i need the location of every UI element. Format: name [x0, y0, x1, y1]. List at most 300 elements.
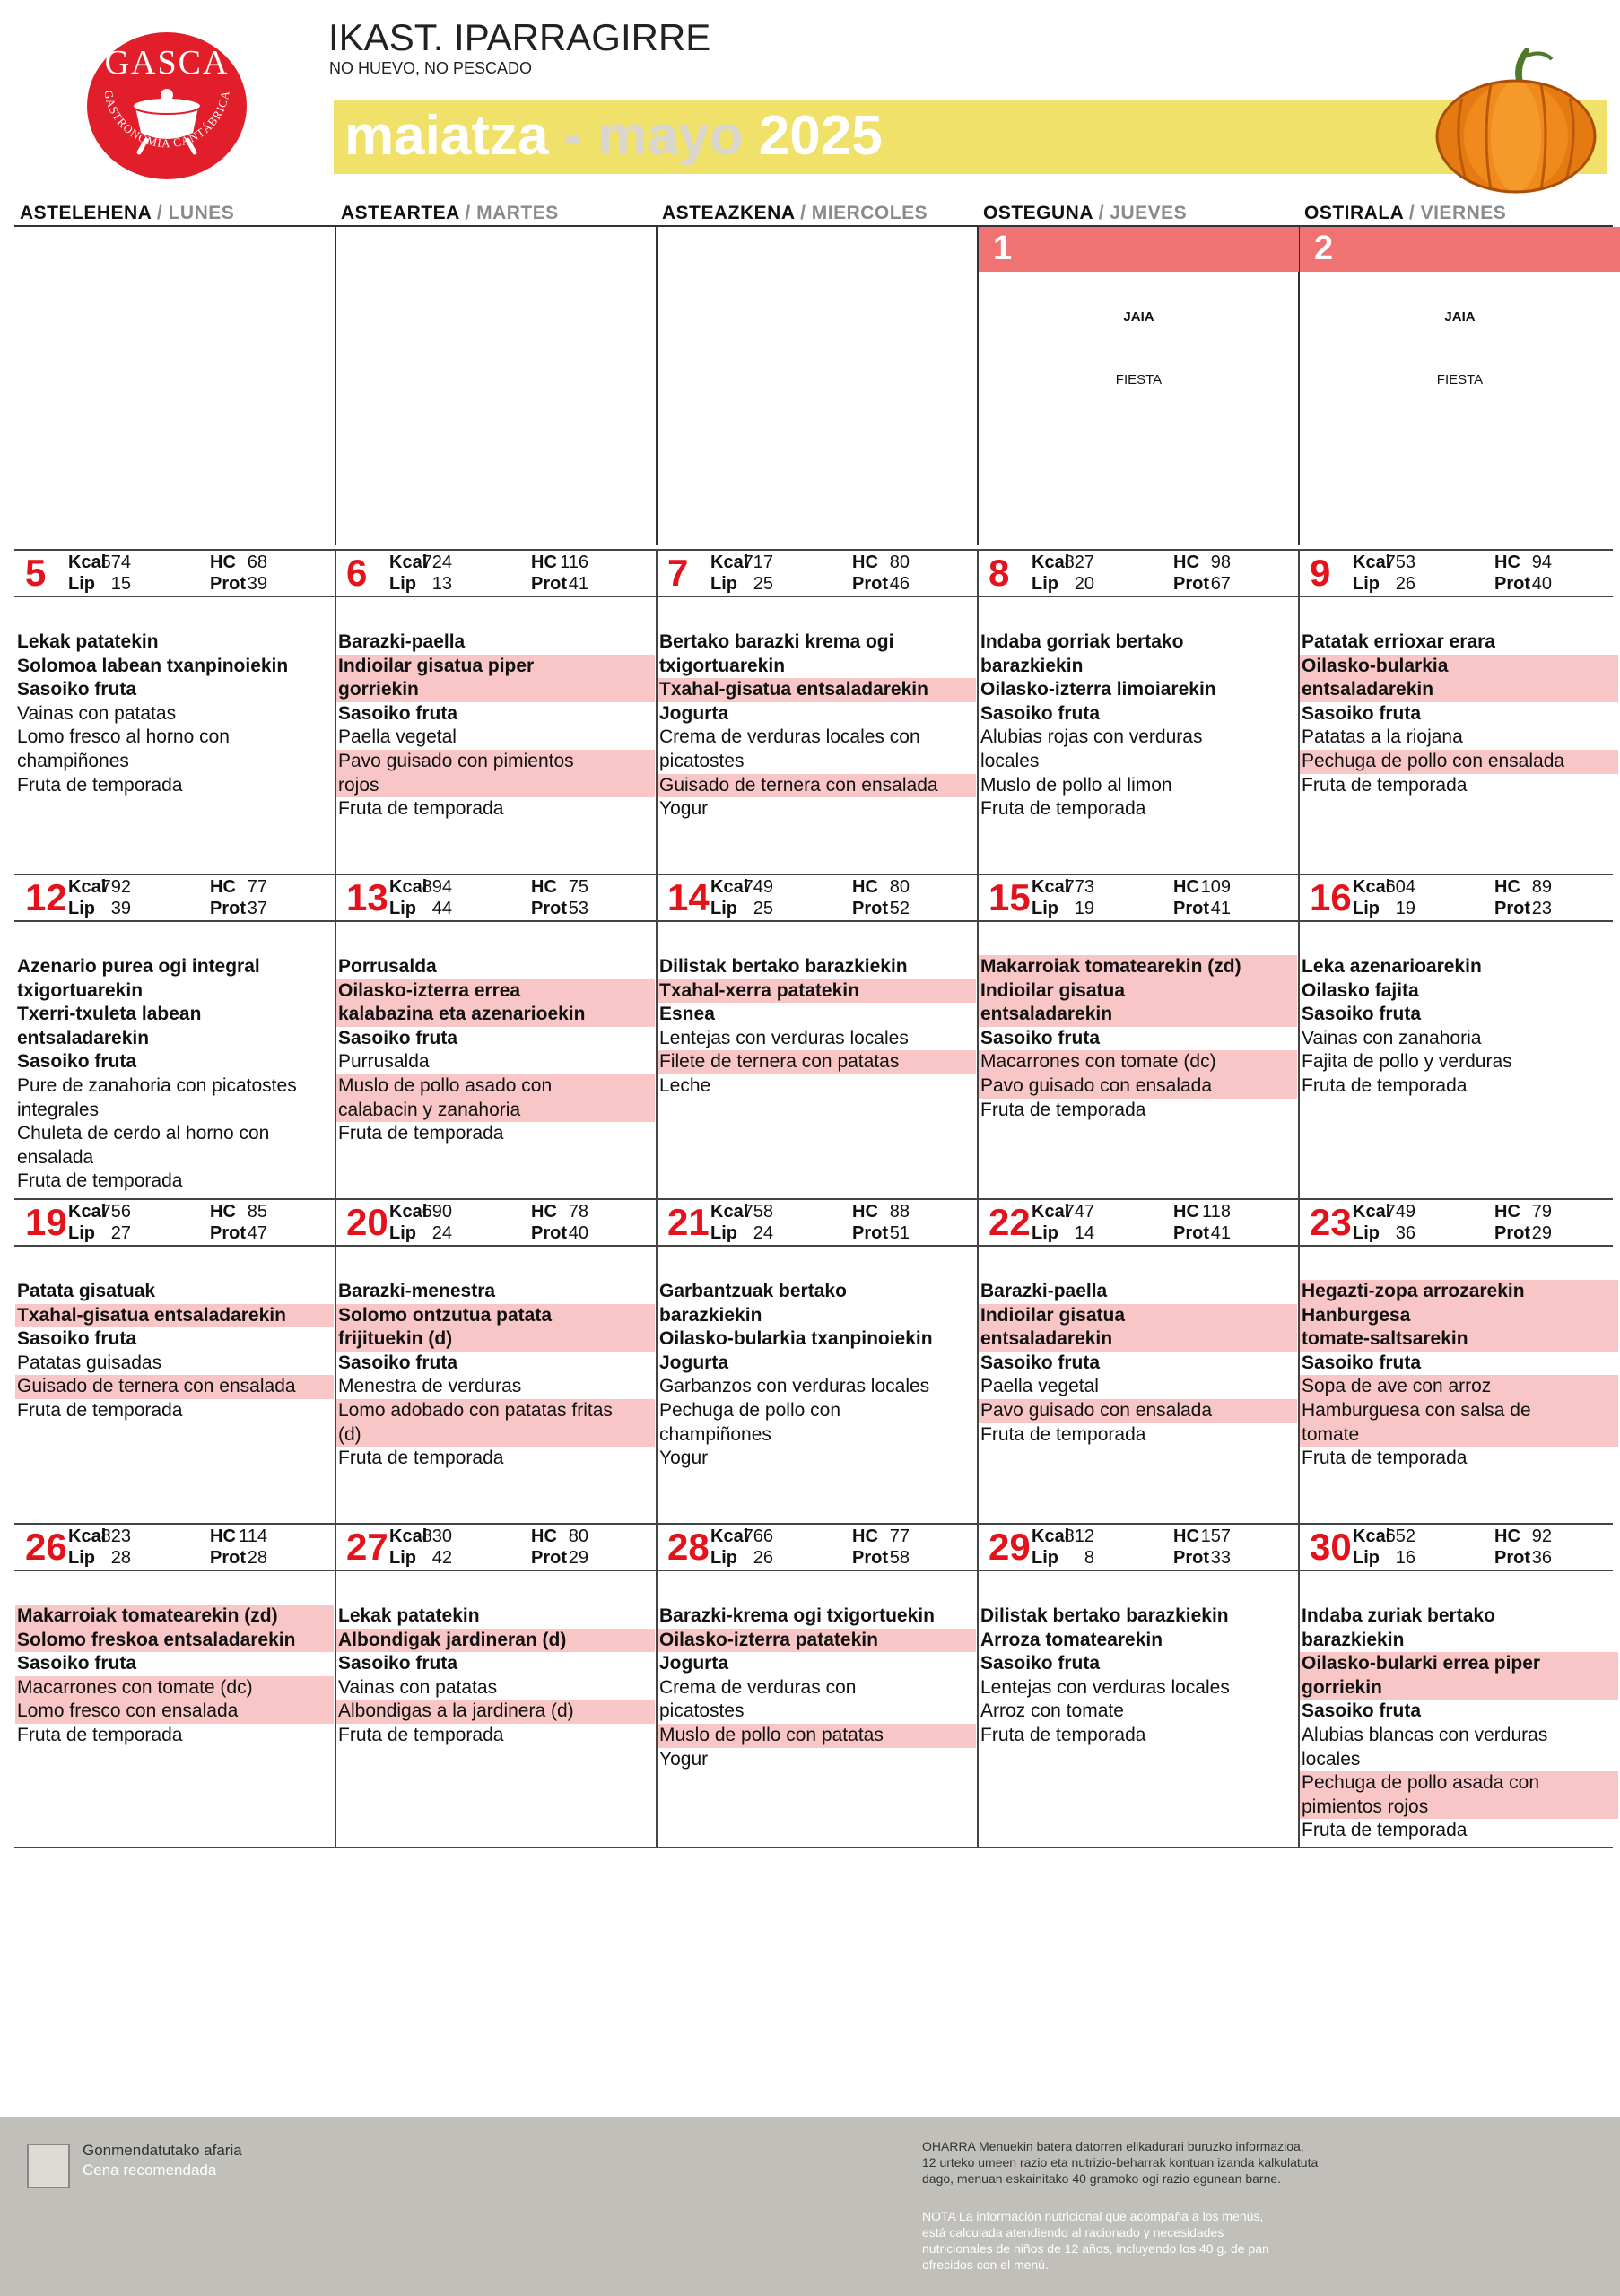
menu-item: picatostes — [659, 1700, 745, 1722]
recommended-dinner-item: Guisado de ternera con ensalada — [658, 774, 976, 798]
menu-item: Yogur — [659, 1448, 709, 1469]
prot-label: Prot — [1173, 574, 1209, 594]
day-number: 19 — [25, 1201, 67, 1243]
menu-item: Jogurta — [659, 1352, 729, 1373]
kcal-value: 717 — [743, 552, 773, 572]
prot-label: Prot — [1494, 574, 1530, 594]
menu-item: Dilistak bertako barazkiekin — [659, 956, 908, 977]
menu-item: barazkiekin — [659, 1304, 762, 1326]
kcal-label: Kcal — [68, 1202, 107, 1222]
kcal-value: 753 — [1385, 552, 1415, 572]
day-name-separator: / — [465, 203, 471, 223]
menu-item: Fruta de temporada — [1302, 1074, 1468, 1096]
prot-label: Prot — [1173, 1548, 1209, 1568]
lip-label: Lip — [389, 899, 416, 918]
prot-value: 36 — [1531, 1548, 1552, 1568]
lip-label: Lip — [710, 1548, 737, 1568]
menu-cell-12 — [15, 955, 334, 1194]
day-number: 13 — [346, 876, 388, 918]
hc-label: HC — [852, 1202, 878, 1222]
prot-label: Prot — [852, 574, 888, 594]
menu-item: Barazki-menestra — [338, 1281, 496, 1301]
month-separator: - — [563, 105, 583, 167]
hc-label: HC — [1494, 877, 1520, 897]
kcal-label: Kcal — [389, 877, 428, 897]
menu-item: Bertako barazki krema ogi — [659, 631, 894, 652]
prot-label: Prot — [210, 1548, 246, 1568]
prot-label: Prot — [531, 1223, 567, 1243]
menu-item: Chuleta de cerdo al horno con — [17, 1123, 270, 1144]
kcal-value: 574 — [100, 552, 131, 572]
kcal-value: 758 — [743, 1202, 773, 1222]
hc-value: 80 — [889, 552, 910, 572]
legend-label-basque: Gonmendatutako afaria — [83, 2142, 242, 2159]
menu-item: Patatas guisadas — [17, 1352, 162, 1373]
kcal-value: 652 — [1385, 1526, 1415, 1546]
hc-value: 89 — [1531, 877, 1552, 897]
kcal-label: Kcal — [1353, 1526, 1391, 1546]
menu-cell-27 — [336, 1605, 655, 1748]
month-year: 2025 — [758, 105, 883, 167]
nutrition-bar — [335, 874, 657, 921]
month-title — [344, 104, 883, 169]
hc-label: HC — [210, 1526, 236, 1546]
recommended-dinner-item: Txahal-xerra patatekin — [658, 979, 976, 1004]
kcal-value: 724 — [422, 552, 452, 572]
hc-label: HC — [852, 1526, 878, 1546]
prot-value: 52 — [889, 899, 910, 918]
recommended-dinner-item: calabacin y zanahoria — [336, 1099, 655, 1123]
kcal-label: Kcal — [68, 552, 107, 572]
recommended-dinner-item: Muslo de pollo asado con — [336, 1074, 655, 1099]
menu-cell-29 — [979, 1605, 1297, 1748]
day-number: 29 — [989, 1526, 1031, 1568]
menu-item: Garbanzos con verduras locales — [659, 1376, 930, 1397]
day-name-spanish: MIERCOLES — [811, 203, 928, 223]
hc-label: HC — [1173, 1202, 1199, 1222]
recommended-dinner-item: frijituekin (d) — [336, 1327, 655, 1352]
kcal-value: 827 — [1064, 552, 1094, 572]
menu-item: Arroz con tomate — [980, 1700, 1124, 1722]
lip-value: 36 — [1395, 1223, 1415, 1243]
hc-label: HC — [852, 552, 878, 572]
kcal-value: 766 — [743, 1526, 773, 1546]
recommended-dinner-item: Indioilar gisatua piper — [336, 655, 655, 679]
prot-value: 33 — [1210, 1548, 1231, 1568]
prot-label: Prot — [1173, 899, 1209, 918]
nutrition-bar — [657, 874, 978, 921]
recommended-dinner-item: gorriekin — [336, 678, 655, 702]
prot-value: 51 — [889, 1223, 910, 1243]
bottom-rule — [14, 1847, 1613, 1848]
kcal-value: 830 — [422, 1526, 452, 1546]
hc-label: HC — [210, 1202, 236, 1222]
menu-item: Fajita de pollo y verduras — [1302, 1051, 1512, 1073]
hc-value: 109 — [1200, 877, 1231, 897]
lip-value: 26 — [753, 1548, 773, 1568]
recommended-dinner-item: Solomo ontzutua patata — [336, 1304, 655, 1328]
menu-cell-23 — [1300, 1280, 1618, 1471]
lip-value: 24 — [753, 1223, 773, 1243]
menu-item: Fruta de temporada — [338, 1123, 504, 1144]
menu-item: Sasoiko fruta — [980, 1352, 1101, 1373]
prot-value: 40 — [1531, 574, 1552, 594]
lip-value: 15 — [110, 574, 131, 594]
recommended-dinner-item: Pavo guisado con ensalada — [979, 1074, 1297, 1099]
menu-cell-19 — [15, 1280, 334, 1423]
menu-item: Fruta de temporada — [1302, 1820, 1468, 1841]
day-name-basque: ASTEAZKENA — [662, 203, 795, 223]
lip-value: 42 — [431, 1548, 452, 1568]
nutrition-bar — [335, 550, 657, 596]
kcal-label: Kcal — [1032, 877, 1070, 897]
kcal-label: Kcal — [389, 1202, 428, 1222]
recommended-dinner-item: Macarrones con tomate (dc) — [15, 1676, 334, 1700]
menu-item: Garbantzuak bertako — [659, 1281, 847, 1301]
hc-value: 80 — [889, 877, 910, 897]
recommended-dinner-item: Albondigak jardineran (d) — [336, 1629, 655, 1653]
menu-item: barazkiekin — [980, 655, 1084, 676]
kcal-label: Kcal — [1353, 552, 1391, 572]
prot-label: Prot — [1494, 1223, 1530, 1243]
lip-label: Lip — [710, 899, 737, 918]
hc-value: 68 — [247, 552, 267, 572]
kcal-value: 604 — [1385, 877, 1415, 897]
recommended-dinner-item: kalabazina eta azenarioekin — [336, 1003, 655, 1027]
menu-item: Muslo de pollo al limon — [980, 774, 1172, 796]
kcal-value: 773 — [1064, 877, 1094, 897]
kcal-value: 690 — [422, 1202, 452, 1222]
menu-item: Sasoiko fruta — [1302, 1004, 1422, 1025]
menu-item: Sasoiko fruta — [17, 1328, 137, 1350]
menu-item: Oilasko-izterra limoiarekin — [980, 679, 1216, 700]
prot-label: Prot — [852, 899, 888, 918]
kcal-value: 792 — [100, 877, 131, 897]
lip-label: Lip — [1353, 899, 1380, 918]
recommended-dinner-item: Pavo guisado con ensalada — [979, 1399, 1297, 1423]
day-name-spanish: LUNES — [168, 203, 235, 223]
nutrition-bar — [1299, 874, 1620, 921]
prot-label: Prot — [531, 899, 567, 918]
hc-label: HC — [531, 1202, 557, 1222]
kcal-label: Kcal — [389, 1526, 428, 1546]
recommended-dinner-item: entsaladarekin — [979, 1003, 1297, 1027]
recommended-dinner-item: Oilasko-bularki errea piper — [1300, 1652, 1618, 1676]
lip-value: 24 — [431, 1223, 452, 1243]
prot-label: Prot — [210, 1223, 246, 1243]
lip-label: Lip — [68, 899, 95, 918]
menu-item: Leche — [659, 1074, 711, 1096]
prot-value: 37 — [247, 899, 267, 918]
menu-item: Barazki-krema ogi txigortuekin — [659, 1605, 935, 1626]
lip-label: Lip — [1032, 1223, 1058, 1243]
prot-label: Prot — [1494, 899, 1530, 918]
hc-label: HC — [1494, 1202, 1520, 1222]
kcal-value: 823 — [100, 1526, 131, 1546]
day-name-basque: ASTEARTEA — [341, 203, 460, 223]
menu-cell-14 — [658, 955, 976, 1099]
lip-label: Lip — [68, 574, 95, 594]
lip-label: Lip — [1353, 1548, 1380, 1568]
hc-value: 77 — [247, 877, 267, 897]
logo-text: GASCA — [104, 44, 230, 82]
recommended-dinner-item: (d) — [336, 1423, 655, 1448]
menu-cell-22 — [979, 1280, 1297, 1447]
day-number: 20 — [346, 1201, 388, 1243]
nutrition-bar — [14, 550, 335, 596]
lip-value: 19 — [1074, 899, 1094, 918]
kcal-label: Kcal — [1032, 552, 1070, 572]
day-name-lunes — [20, 203, 234, 224]
recommended-dinner-item: Pechuga de pollo asada con — [1300, 1771, 1618, 1796]
menu-item: Fruta de temporada — [17, 1399, 183, 1421]
lip-label: Lip — [710, 1223, 737, 1243]
day-cell-2 — [1300, 227, 1620, 544]
footer — [0, 2117, 1620, 2296]
day-number: 1 — [993, 230, 1013, 267]
menu-item: Sasoiko fruta — [1302, 1700, 1422, 1722]
nutrition-bar — [657, 1524, 978, 1570]
kcal-label: Kcal — [710, 1202, 749, 1222]
lip-value: 44 — [431, 899, 452, 918]
recommended-dinner-item: Solomo freskoa entsaladarekin — [15, 1629, 334, 1653]
menu-cell-7 — [658, 631, 976, 822]
prot-value: 40 — [568, 1223, 588, 1243]
lip-value: 28 — [110, 1548, 131, 1568]
lip-label: Lip — [389, 1548, 416, 1568]
recommended-dinner-item: Hegazti-zopa arrozarekin — [1300, 1280, 1618, 1304]
menu-item: locales — [980, 750, 1040, 771]
menu-item: Yogur — [659, 798, 709, 820]
menu-item: picatostes — [659, 750, 745, 771]
recommended-dinner-item: Oilasko-izterra errea — [336, 979, 655, 1004]
prot-label: Prot — [210, 899, 246, 918]
menu-item: Azenario purea ogi integral — [17, 956, 260, 977]
prot-label: Prot — [531, 1548, 567, 1568]
menu-item: Lentejas con verduras locales — [980, 1676, 1230, 1698]
kcal-value: 756 — [100, 1202, 131, 1222]
prot-label: Prot — [852, 1548, 888, 1568]
day-header — [979, 227, 1299, 272]
menu-cell-30 — [1300, 1605, 1618, 1843]
day-number: 14 — [667, 876, 710, 918]
kcal-label: Kcal — [1032, 1526, 1070, 1546]
column-divider — [335, 227, 336, 545]
recommended-dinner-item: Lomo adobado con patatas fritas — [336, 1399, 655, 1423]
prot-value: 28 — [247, 1548, 267, 1568]
kcal-label: Kcal — [710, 877, 749, 897]
menu-item: ensalada — [17, 1146, 94, 1168]
menu-item: Sasoiko fruta — [338, 1027, 458, 1048]
menu-cell-28 — [658, 1605, 976, 1771]
gasca-logo — [87, 32, 247, 179]
day-header — [1300, 227, 1620, 272]
day-name-viernes — [1304, 203, 1506, 224]
menu-item: champiñones — [659, 1423, 771, 1445]
lip-label: Lip — [1032, 899, 1058, 918]
recommended-dinner-item: Pechuga de pollo con ensalada — [1300, 750, 1618, 774]
menu-item: Fruta de temporada — [338, 1448, 504, 1469]
day-number: 21 — [667, 1201, 710, 1243]
prot-value: 41 — [568, 574, 588, 594]
prot-value: 67 — [1210, 574, 1231, 594]
kcal-label: Kcal — [1032, 1202, 1070, 1222]
logo-pot-icon — [87, 32, 247, 179]
recommended-dinner-item: Albondigas a la jardinera (d) — [336, 1700, 655, 1724]
hc-value: 85 — [247, 1202, 267, 1222]
month-spanish: mayo — [597, 105, 744, 167]
menu-item: Patata gisatuak — [17, 1281, 156, 1301]
menu-item: Fruta de temporada — [1302, 1448, 1468, 1469]
menu-item: Fruta de temporada — [980, 798, 1146, 820]
day-number: 9 — [1310, 552, 1331, 594]
lip-label: Lip — [1032, 1548, 1058, 1568]
lip-value: 39 — [110, 899, 131, 918]
menu-item: Patatak errioxar erara — [1302, 631, 1495, 652]
hc-label: HC — [852, 877, 878, 897]
menu-item: Alubias blancas con verduras — [1302, 1724, 1548, 1745]
day-number: 22 — [989, 1201, 1031, 1243]
day-name-basque: OSTEGUNA — [983, 203, 1093, 223]
kcal-value: 812 — [1064, 1526, 1094, 1546]
day-name-jueves — [983, 203, 1187, 224]
lip-value: 13 — [431, 574, 452, 594]
menu-cell-8 — [979, 631, 1297, 822]
menu-item: Crema de verduras con — [659, 1676, 857, 1698]
menu-cell-26 — [15, 1605, 334, 1748]
recommended-dinner-item: Pavo guisado con pimientos — [336, 750, 655, 774]
recommended-dinner-item: Oilasko-bularkia — [1300, 655, 1618, 679]
holiday-basque: JAIA — [1123, 309, 1154, 325]
day-name-basque: OSTIRALA — [1304, 203, 1404, 223]
menu-item: Fruta de temporada — [17, 1170, 183, 1192]
hc-value: 114 — [239, 1526, 267, 1546]
recommended-dinner-item: Hamburguesa con salsa de — [1300, 1399, 1618, 1423]
day-name-separator: / — [800, 203, 806, 223]
hc-value: 116 — [560, 552, 588, 572]
prot-value: 53 — [568, 899, 588, 918]
recommended-dinner-item: Guisado de ternera con ensalada — [15, 1375, 334, 1399]
recommended-dinner-item: Lomo fresco con ensalada — [15, 1700, 334, 1724]
hc-label: HC — [1494, 1526, 1520, 1546]
kcal-value: 894 — [422, 877, 452, 897]
day-number: 8 — [989, 552, 1010, 594]
menu-item: Fruta de temporada — [980, 1423, 1146, 1445]
menu-item: Jogurta — [659, 1653, 729, 1674]
hc-value: 80 — [568, 1526, 588, 1546]
menu-item: Barazki-paella — [338, 631, 466, 652]
menu-item: Fruta de temporada — [17, 774, 183, 796]
menu-item: Purrusalda — [338, 1051, 430, 1073]
recommended-dinner-item: Macarrones con tomate (dc) — [979, 1050, 1297, 1074]
lip-value: 19 — [1395, 899, 1415, 918]
menu-item: entsaladarekin — [17, 1027, 150, 1048]
menu-item: Sasoiko fruta — [17, 1653, 137, 1674]
recommended-dinner-item: tomate-saltsarekin — [1300, 1327, 1618, 1352]
legend-label-spanish: Cena recomendada — [83, 2161, 217, 2179]
menu-item: Oilasko fajita — [1302, 979, 1419, 1001]
hc-value: 92 — [1531, 1526, 1552, 1546]
menu-item: Sasoiko fruta — [1302, 1352, 1422, 1373]
day-name-spanish: VIERNES — [1420, 203, 1507, 223]
lip-label: Lip — [389, 1223, 416, 1243]
day-number: 16 — [1310, 876, 1352, 918]
menu-item: Fruta de temporada — [980, 1724, 1146, 1745]
recommended-dinner-item: gorriekin — [1300, 1676, 1618, 1700]
day-cell-1 — [979, 227, 1299, 544]
diet-note: NO HUEVO, NO PESCADO — [329, 59, 533, 77]
recommended-dinner-item: Hanburgesa — [1300, 1304, 1618, 1328]
day-name-separator: / — [1408, 203, 1415, 223]
prot-value: 46 — [889, 574, 910, 594]
menu-item: Paella vegetal — [980, 1376, 1099, 1397]
menu-item: Esnea — [659, 1004, 715, 1025]
recommended-dinner-item: pimientos rojos — [1300, 1796, 1618, 1820]
menu-item: Oilasko-bularkia txanpinoiekin — [659, 1328, 933, 1350]
hc-label: HC — [1173, 877, 1199, 897]
menu-item: Fruta de temporada — [1302, 774, 1468, 796]
menu-item: Lekak patatekin — [338, 1605, 480, 1626]
hc-value: 77 — [889, 1526, 910, 1546]
recommended-dinner-item: Indioilar gisatua — [979, 979, 1297, 1004]
pumpkin-icon — [1426, 45, 1606, 197]
lip-value: 25 — [753, 899, 773, 918]
column-divider — [656, 227, 658, 545]
menu-item: Porrusalda — [338, 956, 437, 977]
day-number: 26 — [25, 1526, 67, 1568]
hc-label: HC — [531, 877, 557, 897]
recommended-dinner-item: Makarroiak tomatearekin (zd) — [15, 1605, 334, 1629]
recommended-dinner-item: entsaladarekin — [979, 1327, 1297, 1352]
menu-item: Sasoiko fruta — [17, 679, 137, 700]
day-number: 6 — [346, 552, 368, 594]
menu-item: Vainas con patatas — [17, 702, 177, 724]
prot-label: Prot — [531, 574, 567, 594]
nutrition-bar — [978, 550, 1299, 596]
lip-label: Lip — [710, 574, 737, 594]
logo-arc-text: GASTRONOMÍA CANTÁBRICA — [101, 89, 232, 151]
prot-label: Prot — [1494, 1548, 1530, 1568]
kcal-value: 747 — [1064, 1202, 1094, 1222]
hc-value: 94 — [1531, 552, 1552, 572]
hc-label: HC — [210, 552, 236, 572]
nutrition-bar — [978, 1524, 1299, 1570]
prot-value: 29 — [568, 1548, 588, 1568]
hc-label: HC — [210, 877, 236, 897]
nutrition-bar — [335, 1524, 657, 1570]
menu-cell-21 — [658, 1280, 976, 1471]
kcal-label: Kcal — [1353, 877, 1391, 897]
lip-label: Lip — [389, 574, 416, 594]
recommended-dinner-item: Txahal-gisatua entsaladarekin — [658, 678, 976, 702]
day-name-spanish: MARTES — [476, 203, 559, 223]
menu-item: Sasoiko fruta — [980, 1027, 1101, 1048]
prot-label: Prot — [852, 1223, 888, 1243]
menu-item: Crema de verduras locales con — [659, 726, 920, 748]
lip-label: Lip — [1353, 1223, 1380, 1243]
nutrition-bar — [1299, 1524, 1620, 1570]
day-number: 28 — [667, 1526, 710, 1568]
kcal-label: Kcal — [710, 552, 749, 572]
day-name-separator: / — [1098, 203, 1104, 223]
nutrition-bar — [335, 1199, 657, 1246]
lip-value: 14 — [1074, 1223, 1094, 1243]
kcal-label: Kcal — [389, 552, 428, 572]
holiday-basque: JAIA — [1444, 309, 1476, 325]
menu-item: Paella vegetal — [338, 726, 457, 748]
menu-item: Alubias rojas con verduras — [980, 726, 1203, 748]
day-name-martes — [341, 203, 559, 224]
